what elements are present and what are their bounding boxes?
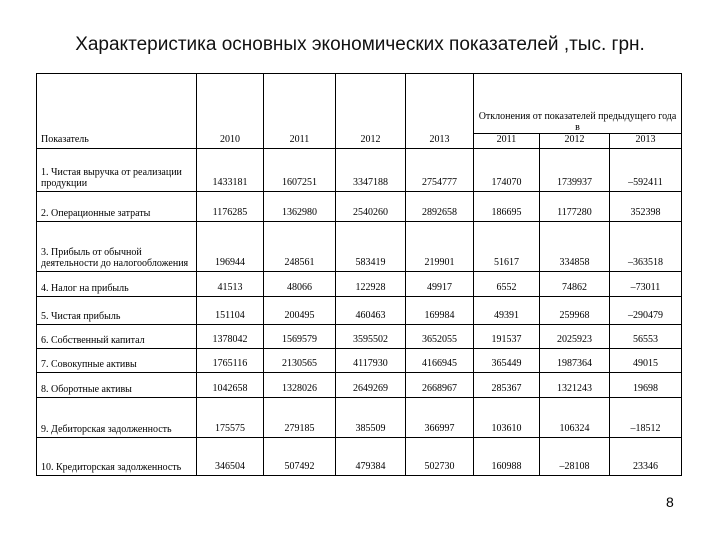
cell: 1328026	[264, 373, 336, 398]
cell: 365449	[474, 349, 540, 373]
row-label: 5. Чистая прибыль	[37, 297, 197, 325]
row-label: 6. Собственный капитал	[37, 325, 197, 349]
cell: 460463	[336, 297, 406, 325]
cell: 2025923	[540, 325, 610, 349]
cell: –18512	[610, 398, 682, 438]
header-deviation-2011: 2011	[474, 134, 540, 149]
cell: 2540260	[336, 192, 406, 222]
table-row	[37, 373, 682, 398]
indicators-table	[36, 73, 682, 476]
cell: 56553	[610, 325, 682, 349]
cell: 1739937	[540, 149, 610, 192]
cell: 479384	[336, 438, 406, 476]
row-label: 3. Прибыль от обычной деятельности до налогообложения	[37, 222, 197, 272]
cell: –363518	[610, 222, 682, 272]
row-label: 8. Оборотные активы	[37, 373, 197, 398]
table-row	[37, 192, 682, 222]
cell: 507492	[264, 438, 336, 476]
cell: –28108	[540, 438, 610, 476]
cell: 2649269	[336, 373, 406, 398]
cell: 169984	[406, 297, 474, 325]
cell: 583419	[336, 222, 406, 272]
row-label: 2. Операционные затраты	[37, 192, 197, 222]
cell: 334858	[540, 222, 610, 272]
cell: 3652055	[406, 325, 474, 349]
cell: 248561	[264, 222, 336, 272]
header-deviation-2013: 2013	[610, 134, 682, 149]
row-label: 1. Чистая выручка от реализации продукции	[37, 149, 197, 192]
cell: 191537	[474, 325, 540, 349]
row-label: 10. Кредиторская задолженность	[37, 438, 197, 476]
cell: 49917	[406, 272, 474, 297]
cell: 122928	[336, 272, 406, 297]
cell: 285367	[474, 373, 540, 398]
cell: 385509	[336, 398, 406, 438]
table-row	[37, 398, 682, 438]
cell: 6552	[474, 272, 540, 297]
cell: 160988	[474, 438, 540, 476]
row-label: 7. Совокупные активы	[37, 349, 197, 373]
cell: 175575	[197, 398, 264, 438]
cell: 279185	[264, 398, 336, 438]
cell: 103610	[474, 398, 540, 438]
cell: 19698	[610, 373, 682, 398]
row-label: 4. Налог на прибыль	[37, 272, 197, 297]
cell: 1433181	[197, 149, 264, 192]
cell: 1607251	[264, 149, 336, 192]
cell: 200495	[264, 297, 336, 325]
header-year-2012: 2012	[336, 74, 406, 149]
cell: 1321243	[540, 373, 610, 398]
cell: –592411	[610, 149, 682, 192]
cell: 1378042	[197, 325, 264, 349]
cell: 51617	[474, 222, 540, 272]
cell: 1362980	[264, 192, 336, 222]
cell: 1569579	[264, 325, 336, 349]
cell: 48066	[264, 272, 336, 297]
cell: 502730	[406, 438, 474, 476]
row-label: 9. Дебиторская задолженность	[37, 398, 197, 438]
page-number: 8	[666, 494, 674, 510]
header-deviation-group: Отклонения от показателей предыдущего года в	[474, 74, 682, 134]
table-row	[37, 349, 682, 373]
page-title: Характеристика основных экономических показателей ,тыс. грн.	[75, 34, 645, 55]
cell: 49015	[610, 349, 682, 373]
cell: 186695	[474, 192, 540, 222]
table-row	[37, 149, 682, 192]
cell: –290479	[610, 297, 682, 325]
cell: 2892658	[406, 192, 474, 222]
cell: 2668967	[406, 373, 474, 398]
cell: 74862	[540, 272, 610, 297]
header-indicator: Показатель	[37, 74, 197, 149]
cell: 4166945	[406, 349, 474, 373]
table-row	[37, 272, 682, 297]
cell: 1176285	[197, 192, 264, 222]
cell: 1987364	[540, 349, 610, 373]
cell: 1042658	[197, 373, 264, 398]
cell: 2130565	[264, 349, 336, 373]
cell: 259968	[540, 297, 610, 325]
cell: 3595502	[336, 325, 406, 349]
header-year-2010: 2010	[197, 74, 264, 149]
cell: 23346	[610, 438, 682, 476]
cell: 106324	[540, 398, 610, 438]
header-year-2013: 2013	[406, 74, 474, 149]
cell: 151104	[197, 297, 264, 325]
header-deviation-2012: 2012	[540, 134, 610, 149]
table-row	[37, 297, 682, 325]
cell: 1177280	[540, 192, 610, 222]
cell: 174070	[474, 149, 540, 192]
cell: 4117930	[336, 349, 406, 373]
cell: 3347188	[336, 149, 406, 192]
cell: 2754777	[406, 149, 474, 192]
table-header-row	[37, 74, 682, 134]
cell: –73011	[610, 272, 682, 297]
cell: 346504	[197, 438, 264, 476]
cell: 41513	[197, 272, 264, 297]
cell: 352398	[610, 192, 682, 222]
table-row	[37, 325, 682, 349]
cell: 219901	[406, 222, 474, 272]
cell: 1765116	[197, 349, 264, 373]
cell: 49391	[474, 297, 540, 325]
header-year-2011: 2011	[264, 74, 336, 149]
table-row	[37, 438, 682, 476]
table-row	[37, 222, 682, 272]
cell: 366997	[406, 398, 474, 438]
cell: 196944	[197, 222, 264, 272]
